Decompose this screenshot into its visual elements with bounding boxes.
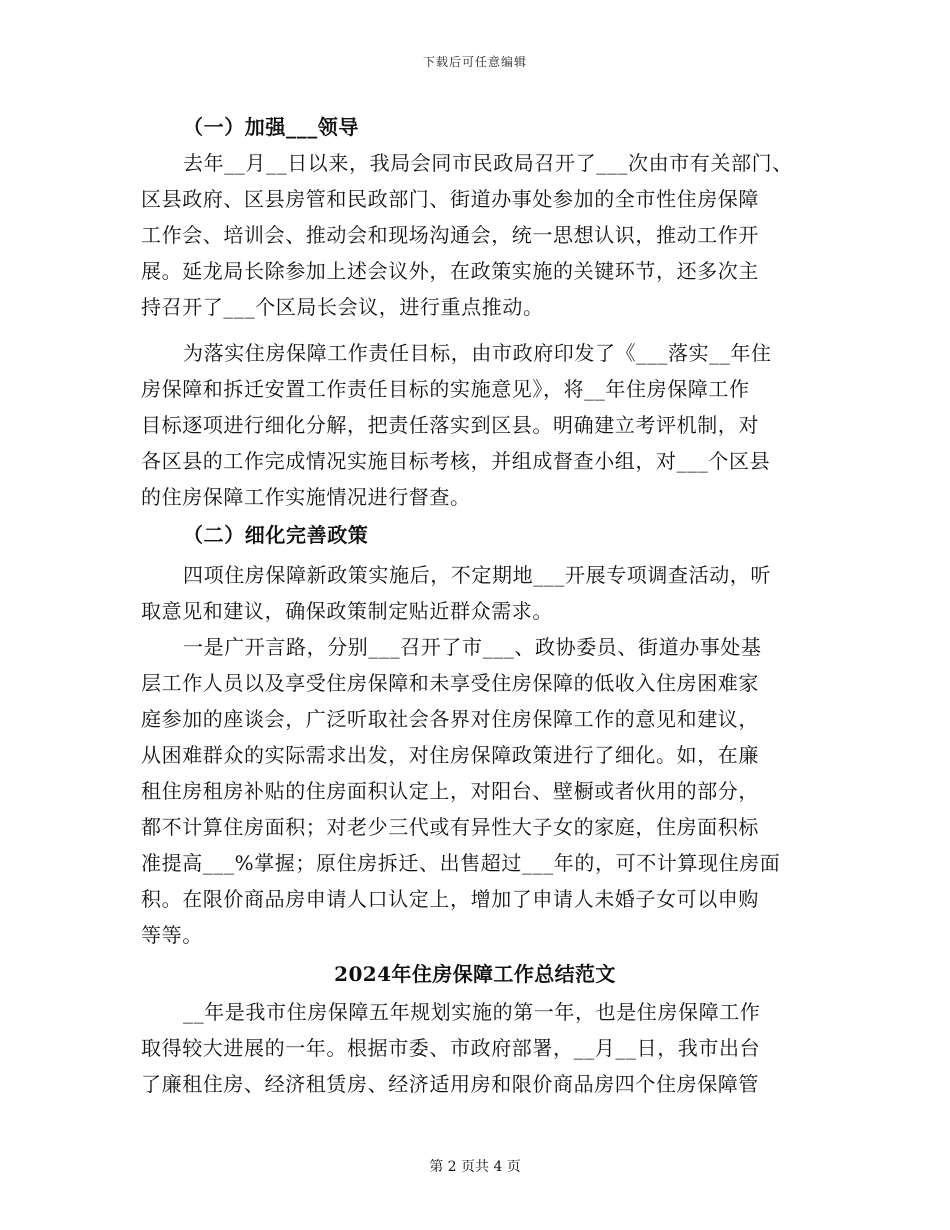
paragraph-line: 持召开了___个区局长会议，进行重点推动。: [141, 295, 544, 319]
paragraph-line: 层工作人员以及享受住房保障和未享受住房保障的低收入住房困难家: [141, 671, 759, 695]
paragraph-line: 等等。: [141, 923, 203, 947]
paragraph-line: 四项住房保障新政策实施后，不定期地___开展专项调查活动，听: [183, 563, 771, 587]
paragraph-line: 了廉租住房、经济租赁房、经济适用房和限价商品房四个住房保障管: [141, 1072, 759, 1096]
paragraph-line: __年是我市住房保障五年规划实施的第一年，也是住房保障工作: [183, 1000, 761, 1024]
paragraph-line: 都不计算住房面积；对老少三代或有异性大子女的家庭，住房面积标: [141, 815, 759, 839]
page-header: 下载后可任意编辑: [422, 55, 527, 69]
paragraph-line: 工作会、培训会、推动会和现场沟通会，统一思想认识，推动工作开: [141, 223, 759, 247]
paragraph-line: 从困难群众的实际需求出发，对住房保障政策进行了细化。如，在廉: [141, 743, 759, 767]
section-heading: （一）加强___领导: [183, 115, 359, 139]
paragraph-line: 准提高___%掌握；原住房拆迁、出售超过___年的，可不计算现住房面: [141, 851, 781, 875]
paragraph-line: 积。在限价商品房申请人口认定上，增加了申请人未婚子女可以申购: [141, 887, 759, 911]
paragraph-line: 取意见和建议，确保政策制定贴近群众需求。: [141, 599, 553, 623]
paragraph-line: 目标逐项进行细化分解，把责任落实到区县。明确建立考评机制，对: [141, 413, 759, 437]
paragraph-line: 为落实住房保障工作责任目标，由市政府印发了《___落实__年住: [183, 341, 772, 365]
paragraph-line: 去年__月__日以来，我局会同市民政局召开了___次由市有关部门、: [183, 151, 793, 175]
paragraph-line: 展。延龙局长除参加上述会议外，在政策实施的关键环节，还多次主: [141, 259, 759, 283]
paragraph-line: 区县政府、区县房管和民政部门、街道办事处参加的全市性住房保障: [141, 187, 759, 211]
section-heading: （二）细化完善政策: [183, 523, 369, 547]
paragraph-line: 房保障和拆迁安置工作责任目标的实施意见》，将__年住房保障工作: [141, 377, 750, 401]
paragraph-line: 取得较大进展的一年。根据市委、市政府部署，__月__日，我市出台: [141, 1036, 761, 1060]
paragraph-line: 的住房保障工作实施情况进行督查。: [141, 485, 471, 509]
article-title: 2024年住房保障工作总结范文: [334, 962, 616, 986]
paragraph-line: 一是广开言路，分别___召开了市___、政协委员、街道办事处基: [183, 635, 762, 659]
page-footer: 第 2 页共 4 页: [429, 1159, 521, 1175]
paragraph-line: 各区县的工作完成情况实施目标考核，并组成督查小组，对___个区县: [141, 449, 771, 473]
paragraph-line: 庭参加的座谈会，广泛听取社会各界对住房保障工作的意见和建议，: [141, 707, 759, 731]
paragraph-line: 租住房租房补贴的住房面积认定上，对阳台、壁橱或者伙用的部分，: [141, 779, 759, 803]
